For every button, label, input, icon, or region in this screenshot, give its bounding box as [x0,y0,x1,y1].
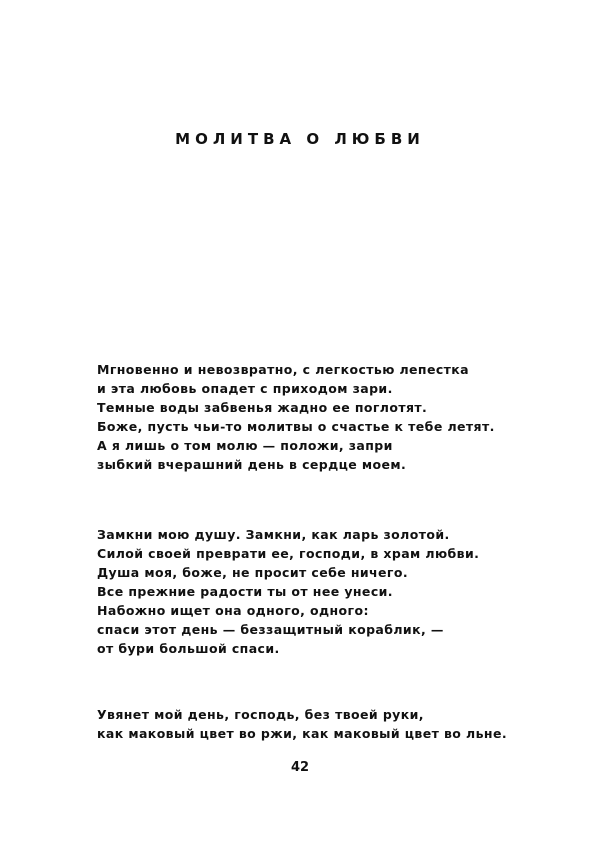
poem-line: Набожно ищет она одного, одного: [97,603,369,618]
poem-line: Все прежние радости ты от нее унеси. [97,584,393,599]
poem-line: Мгновенно и невозвратно, с легкостью лепестка [97,362,470,377]
stanza-1 [97,360,537,474]
poem-line: Боже, пусть чьи-то молитвы о счастье к тебе летят. [97,419,495,434]
page-number: 42 [290,760,310,775]
poem-line: Замкни мою душу. Замкни, как ларь золотой. [97,527,450,542]
poem-line: как маковый цвет во ржи, как маковый цвет во льне. [97,726,507,741]
poem-line: спаси этот день — беззащитный кораблик, — [97,622,444,637]
poem-line: Темные воды забвенья жадно ее поглотят. [97,400,428,415]
poem-line: и эта любовь опадет с приходом зари. [97,381,393,396]
poem-line: зыбкий вчерашний день в сердце моем. [97,457,407,472]
poem-line: Увянет мой день, господь, без твоей руки, [97,707,424,722]
poem-line: Силой своей преврати ее, господи, в храм любви. [97,546,480,561]
stanza-2 [97,525,537,658]
stanza-3 [97,705,537,743]
poem-line: от бури большой спаси. [97,641,280,656]
poem-title: МОЛИТВА О ЛЮБВИ [175,130,425,148]
poem-line: Душа моя, боже, не просит себе ничего. [97,565,408,580]
poem-line: А я лишь о том молю — положи, запри [97,438,393,453]
